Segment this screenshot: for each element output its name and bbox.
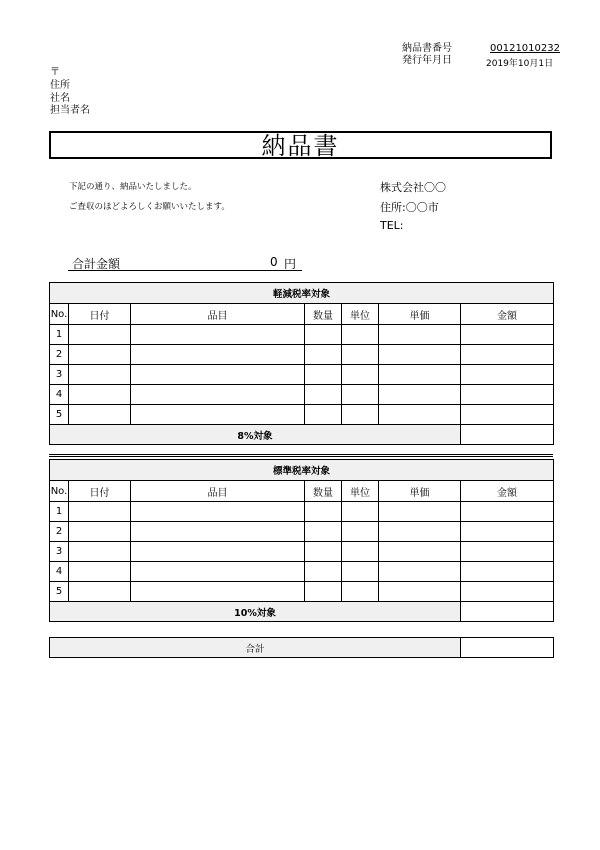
subtotal-10-label: 10%対象	[50, 602, 461, 622]
subtotal-8-value[interactable]	[461, 425, 554, 445]
sender-company: 株式会社〇〇	[380, 181, 446, 194]
grand-total-label: 合計	[50, 638, 461, 658]
table-row: 3	[50, 542, 554, 562]
delivery-number-label: 納品書番号	[402, 43, 452, 54]
sender-tel: TEL:	[380, 219, 404, 232]
message-line-1: 下記の通り、納品いたしました。	[69, 182, 197, 192]
col-quantity: 数量	[305, 481, 342, 502]
col-amount: 金額	[461, 481, 554, 502]
table-row: 1	[50, 325, 554, 345]
col-no: No.	[50, 304, 69, 325]
table-row: 5	[50, 582, 554, 602]
col-amount: 金額	[461, 304, 554, 325]
subtotal-8-label: 8%対象	[50, 425, 461, 445]
total-amount-underline	[68, 270, 302, 271]
col-quantity: 数量	[305, 304, 342, 325]
section-title: 軽減税率対象	[50, 283, 554, 304]
table-row: 2	[50, 345, 554, 365]
col-date: 日付	[69, 481, 131, 502]
col-unit: 単位	[342, 481, 379, 502]
issue-date-value: 2019年10月1日	[486, 59, 554, 69]
col-item: 品目	[131, 304, 305, 325]
sender-address: 住所:〇〇市	[380, 201, 439, 214]
total-amount-value: 0	[270, 255, 278, 269]
col-date: 日付	[69, 304, 131, 325]
grand-total-value[interactable]	[461, 638, 554, 658]
standard-tax-table	[49, 459, 554, 622]
col-no: No.	[50, 481, 69, 502]
section-divider	[49, 454, 553, 457]
grand-total-table	[49, 637, 554, 658]
table-row: 3	[50, 365, 554, 385]
message-line-2: ご査収のほどよろしくお願いいたします。	[69, 202, 230, 212]
table-row: 4	[50, 385, 554, 405]
table-row: 4	[50, 562, 554, 582]
recipient-address: 住所	[50, 80, 70, 91]
document-title: 納品書	[49, 131, 552, 159]
table-row: 5	[50, 405, 554, 425]
recipient-person: 担当者名	[50, 105, 90, 116]
recipient-postal: 〒	[50, 67, 60, 78]
total-amount-unit: 円	[284, 257, 297, 271]
recipient-company: 社名	[50, 93, 70, 104]
col-unit: 単位	[342, 304, 379, 325]
col-item: 品目	[131, 481, 305, 502]
subtotal-10-value[interactable]	[461, 602, 554, 622]
reduced-tax-table	[49, 282, 554, 445]
table-row: 2	[50, 522, 554, 542]
section-title: 標準税率対象	[50, 460, 554, 481]
total-amount-label: 合計金額	[72, 257, 121, 271]
delivery-number-value: 00121010232	[490, 43, 560, 54]
col-unit-price: 単価	[379, 481, 461, 502]
col-unit-price: 単価	[379, 304, 461, 325]
table-row: 1	[50, 502, 554, 522]
issue-date-label: 発行年月日	[402, 55, 452, 66]
